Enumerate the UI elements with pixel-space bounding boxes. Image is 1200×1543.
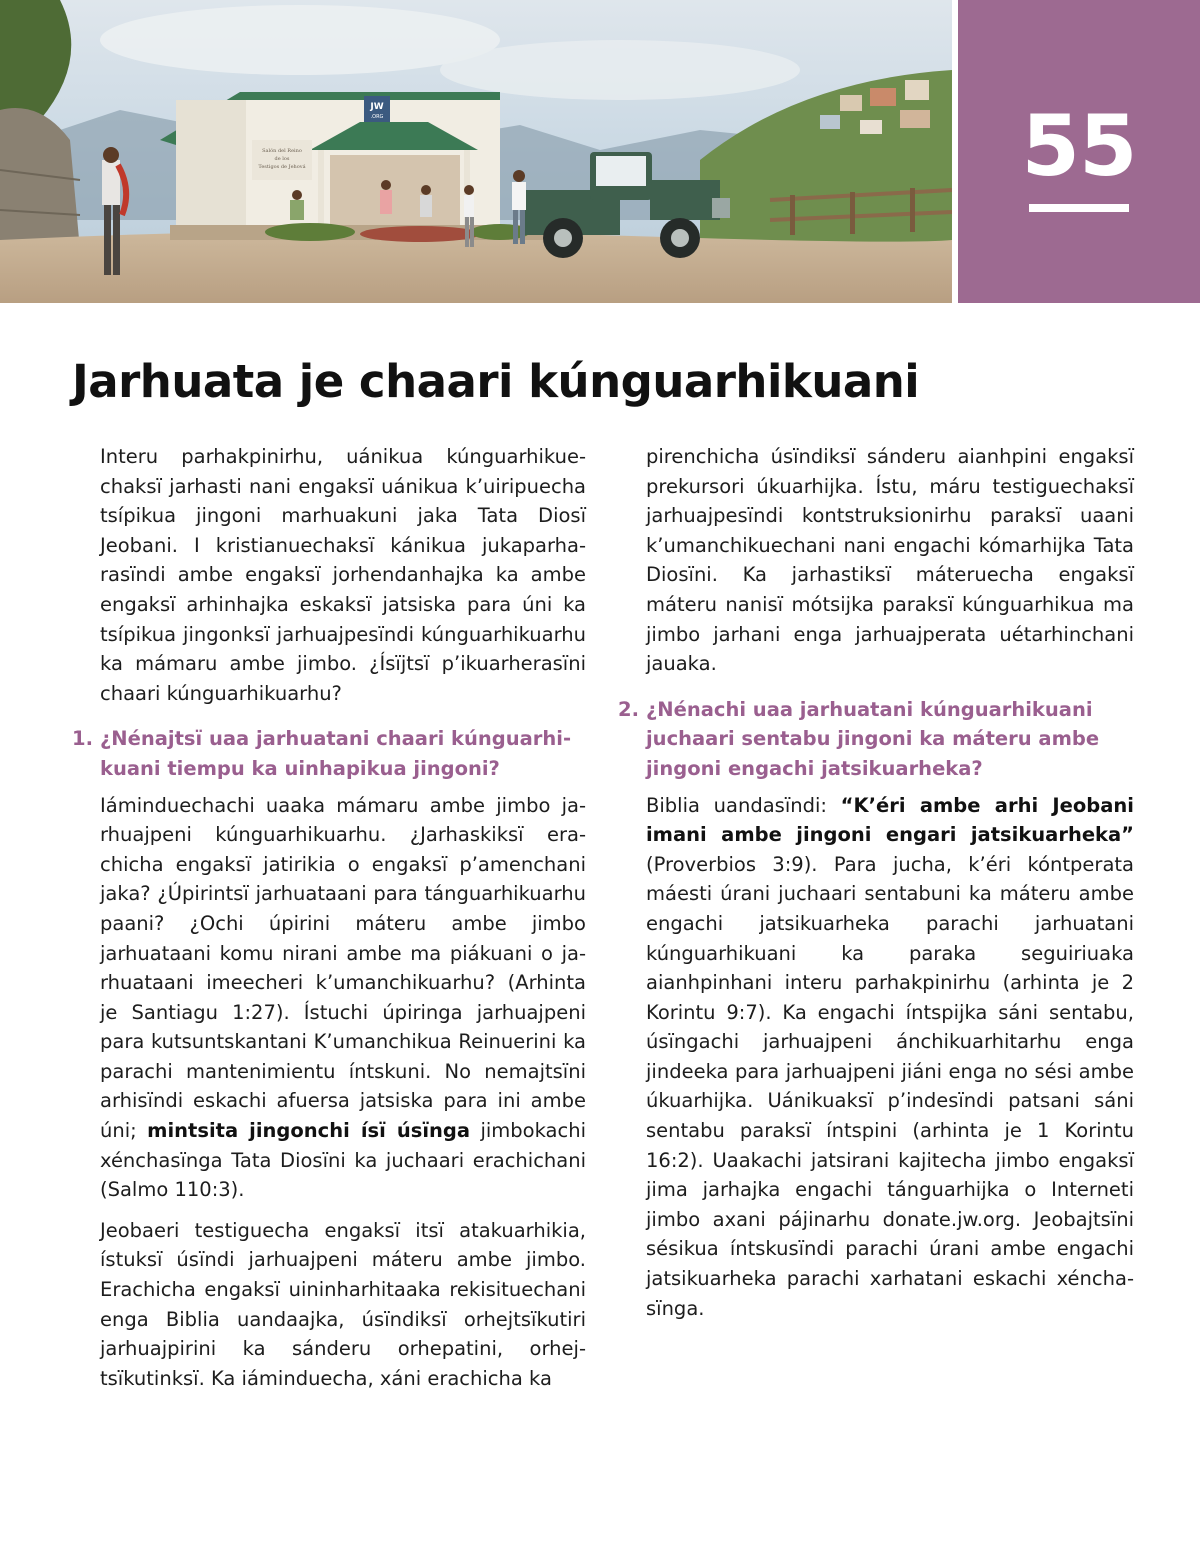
lesson-number: 55 <box>1021 97 1137 195</box>
logo-jw: JW <box>370 102 384 112</box>
sign-line-2: de los <box>274 156 290 162</box>
page-title: Jarhuata je chaari kúnguarhikuani <box>72 355 920 408</box>
sign-line-3: Testigos de Jehová <box>258 164 306 170</box>
question-1-paragraph-2: Jeobaeri testiguecha engaksï itsï atakuarhikia, ístuksï úsïndi jarhuajpeni máteru ambe jimbo. Erachicha engaksï uininharhitaaka rekisituechani enga Biblia uandaajka, úsïndiksï orhejtsïkutiri jarhuajpirini ka sánderu orhepatini, orhejtsïkutinksï. Ka iáminduecha, xáni erachicha ka <box>100 1218 586 1390</box>
question-1-number: 1. <box>72 727 93 751</box>
lesson-number-box <box>958 0 1200 303</box>
q2-p1-text-a: Biblia uandasïndi: <box>646 793 841 817</box>
question-2-text: ¿Nénachi uaa jarhuatani kúnguarhikuani juchaari sentabu jingoni ka máteru ambe jingoni engachi jatsikuarheka? <box>646 697 1100 780</box>
hero-image <box>0 0 952 303</box>
question-1 <box>72 724 586 783</box>
question-1-paragraph-1 <box>100 791 586 1205</box>
kingdom-hall-scene-illustration <box>0 0 952 303</box>
q2-p1-scripture-quote: “K’éri ambe arhi Jeobani imani ambe jingoni engari jatsikuarheka” <box>646 793 1134 847</box>
q1-p1-text-a: Iáminduechachi uaaka mámaru ambe jimbo jarhuajpeni kúnguarhikuarhu. ¿Jarhaskiksï erachicha engaksï jatirikia o engaksï p’amenchani jaka? ¿Úpirintsï jarhuataani para tánguarhikuarhu paani? ¿Ochi úpirini máteru ambe jimbo jarhuataani komu nirani ambe ma piákuani o jarhuataani imeecheri k’umanchikuarhu? (Arhinta je Santiagu 1:27). Ístuchi úpiringa jarhuajpeni para kutsuntskantani K’umanchikua Reinuerini ka parachi mantenimientu íntskuni. No nemajtsïni arhisïndi eskachi afuersa jatsiska para ini ambe úni; <box>100 793 586 1143</box>
lesson-number-underline <box>1029 204 1129 212</box>
continued-paragraph: pirenchicha úsïndiksï sánderu aianhpini engaksï prekursori úkuarhijka. Ístu, máru testiguechaksï jarhuajpesïndi kontstruksionirhu paraksï uaani k’umanchikuechani nani engachi kómarhijka Tata Diosïni. Ka jarhastiksï máteruecha engaksï máteru nanisï mótsijka paraksï kúnguarhikua ma jimbo jarhani enga jarhuajperata uétarhinchani jauaka. <box>646 445 1134 676</box>
left-column <box>72 442 586 1404</box>
q2-p1-text-b: (Proverbios 3:9). Para jucha, k’éri kóntperata máesti úrani juchaari sentabuni ka máteru ambe engachi jatsikuarheka parachi jarhuatani kúnguarhikuani ka paraka seguiriuaka aianhpinhani interu parhakpinirhu (arhinta je 2 Korintu 9:7). Ka engachi íntspijka sáni sentabu, úsïngachi jarhuajpeni ánchikuarhitarhu enga jindeeka para jarhuajpeni jiáni enga no sési ambe úkuarhijka. Uánikuaksï p’indesïndi patsani sáni sentabu paraksï íntspini (arhinta je 1 Korintu 16:2). Uaakachi jatsirani kajitecha jimbo engaksï jima jarhajka engachi tánguarhijka o Interneti jimbo axani pájinarhu donate.jw.org. Jeobajtsïni sésikua íntskusïndi parachi úrani ambe engachi jatsikuarheka parachi xarhatani eskachi xénchasïnga. <box>646 852 1134 1320</box>
intro-paragraph: Interu parhakpinirhu, uánikua kúnguarhikuechaksï jarhasti nani engaksï uánikua k’uiripuecha tsípikua jingoni marhuakuni jaka Tata Diosï Jeobani. I kristianuechaksï kánikua jukaparharasïndi ambe engaksï jorhendanhajka ka ambe engaksï arhinhajka eskaksï jatsiska para úni ka tsípikua jingonksï jarhuajpesïndi kúnguarhikuarhu ka mámaru ambe jimbo. ¿Ísïjtsï p’ikuarherasïni chaari kúnguarhikuarhu? <box>100 445 586 705</box>
question-1-text: ¿Nénajtsï uaa jarhuatani chaari kúnguarhikuani tiempu ka uinhapikua jingoni? <box>100 727 572 780</box>
question-2 <box>618 695 1134 784</box>
q1-p1-text-b: jimbokachi xénchasïnga Tata Diosïni ka juchaari erachichani (Salmo 110:3). <box>100 1119 586 1202</box>
right-column <box>618 442 1134 1334</box>
q1-p1-emphasis: mintsita jingonchi ísï úsïnga <box>147 1119 471 1143</box>
sign-line-1: Salón del Reino <box>262 148 302 154</box>
logo-org: .ORG <box>370 114 384 120</box>
question-2-paragraph-1 <box>646 791 1134 1324</box>
question-2-number: 2. <box>618 697 639 721</box>
